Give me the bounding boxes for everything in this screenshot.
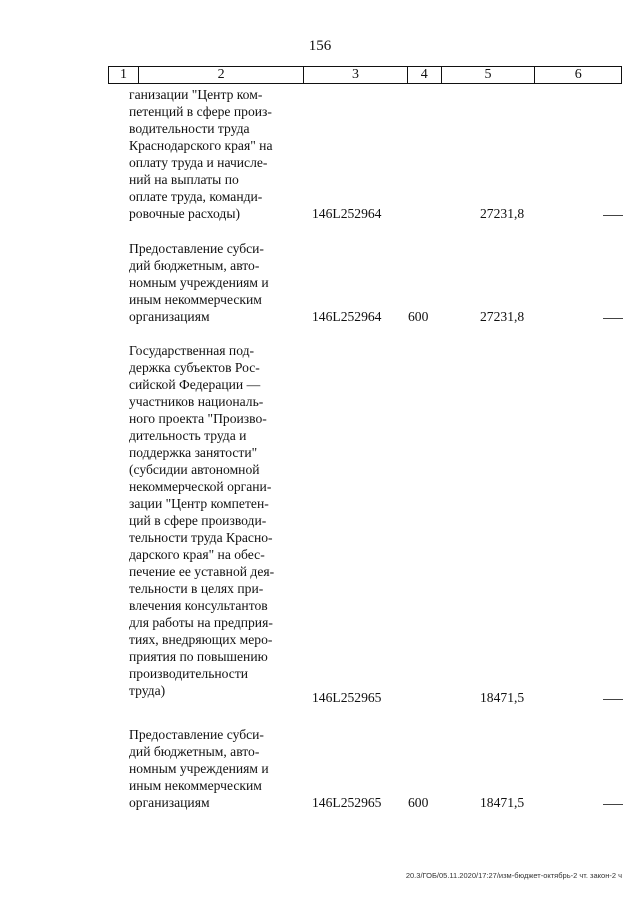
row-description: ганизации "Центр ком- петенций в сфере произ- водительности труда Краснодарского края" на оплату труда и начисле- ний на выплаты по оплате труда, команди- ровочные расходы) [129, 87, 273, 221]
row-description: Предоставление субси- дий бюджетным, авто- номным учреждениям и иным некоммерческим организациям [129, 727, 269, 810]
row-col6-dash [603, 318, 623, 319]
row-amount: 18471,5 [480, 795, 525, 810]
footer-stamp: 20.3/ГОБ/05.11.2020/17:27/изм-бюджет-октябрь-2 чт. закон-2 ч [405, 871, 622, 880]
row-col6-dash [603, 804, 623, 805]
row-amount: 27231,8 [480, 206, 525, 221]
header-col-3: 3 [304, 67, 408, 83]
row-col6-dash [603, 699, 623, 700]
row-vr: 600 [408, 309, 429, 324]
row-code: 146L252964 [312, 206, 382, 221]
row-code: 146L252964 [312, 309, 382, 324]
row-description: Государственная под- держка субъектов Рос- сийской Федерации — участников националь- ного проекта "Произво- дительность труда и поддержка занятости" (субсидии автономной некоммерческой органи- зации "Центр компетен- ций в сфере производи- тельности труда Красно- дарского края" на обес- печение ее уставной дея- тельности в целях при- влечения консультантов для работы на предприя- тиях, внедряющих меро- приятия по повышению производительности труда) [129, 343, 275, 698]
header-col-6: 6 [574, 67, 582, 82]
page-number: 156 [308, 38, 332, 54]
row-vr: 600 [408, 795, 429, 810]
row-amount: 27231,8 [480, 309, 525, 324]
row-code: 146L252965 [312, 690, 382, 705]
row-amount: 18471,5 [480, 690, 525, 705]
header-col-1: 1 [109, 67, 139, 83]
header-col-5: 5 [442, 67, 536, 83]
table-header-row [108, 66, 622, 84]
row-col6-dash [603, 215, 623, 216]
header-col-2: 2 [139, 67, 304, 83]
row-code: 146L252965 [312, 795, 382, 810]
header-col-4: 4 [408, 67, 442, 83]
row-description: Предоставление субси- дий бюджетным, авто- номным учреждениям и иным некоммерческим организациям [129, 241, 269, 324]
